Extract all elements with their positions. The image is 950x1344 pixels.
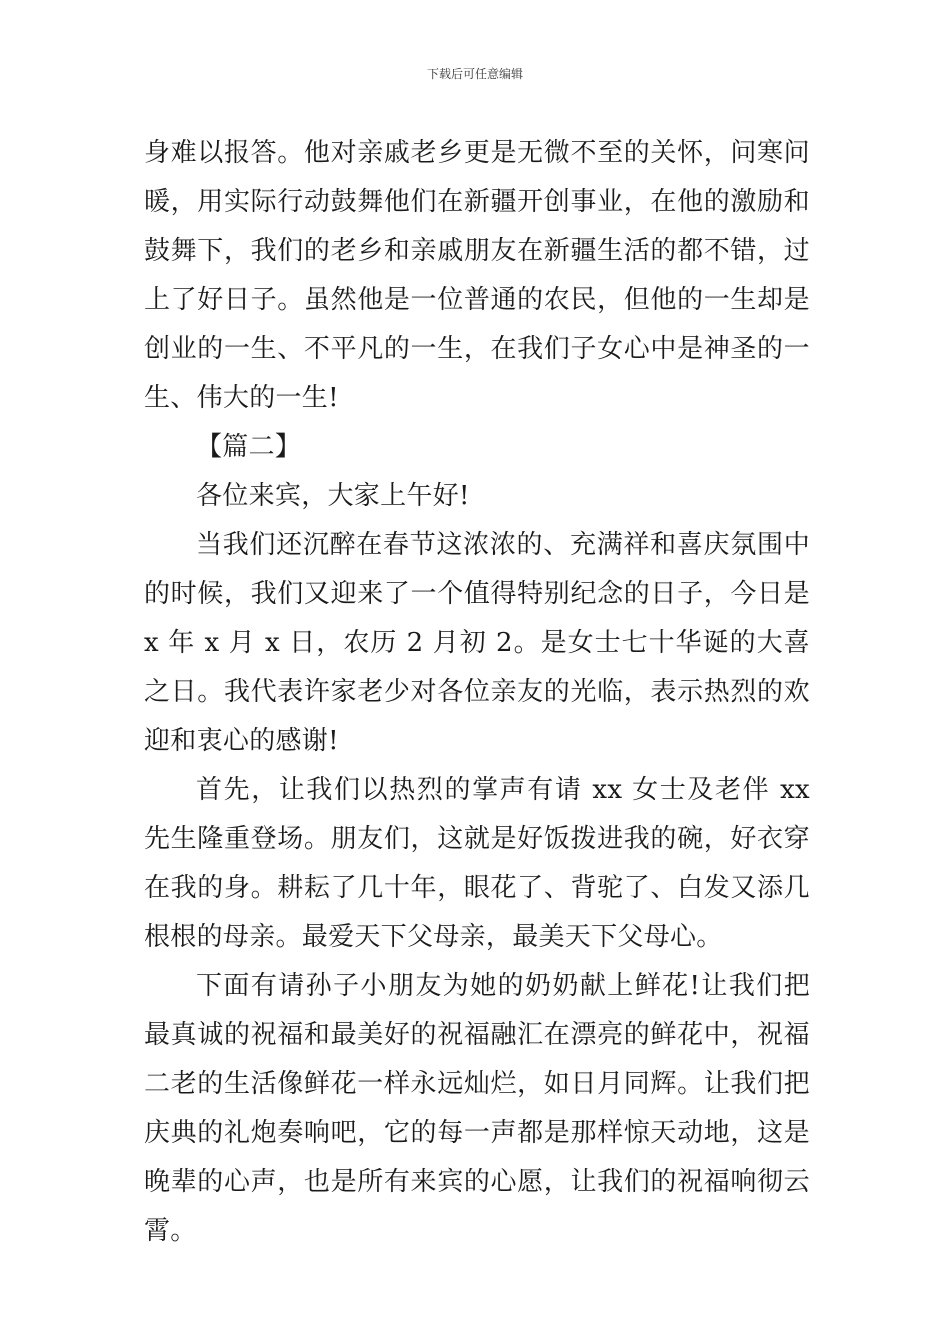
section-heading: 【篇二】 <box>196 432 302 462</box>
paragraph-3: 当我们还沉醉在春节这浓浓的、充满祥和喜庆氛围中的时候，我们又迎来了一个值得特别纪念的日子，今日是 x 年 x 月 x 日，农历 2 月初 2。是女士七十华诞的大喜之日。我代表许家老少对各位亲友的光临，表示热烈的欢迎和衷心的感谢! <box>144 530 810 756</box>
page-header: 下载后可任意编辑 <box>426 67 523 81</box>
document-body <box>144 129 810 1256</box>
paragraph-1: 身难以报答。他对亲戚老乡更是无微不至的关怀，问寒问暖，用实际行动鼓舞他们在新疆开创事业，在他的激励和鼓舞下，我们的老乡和亲戚朋友在新疆生活的都不错，过上了好日子。虽然他是一位普通的农民，但他的一生却是创业的一生、不平凡的一生，在我们子女心中是神圣的一生、伟大的一生! <box>144 138 810 413</box>
paragraph-5: 下面有请孙子小朋友为她的奶奶献上鲜花!让我们把最真诚的祝福和最美好的祝福融汇在漂亮的鲜花中，祝福二老的生活像鲜花一样永远灿烂，如日月同辉。让我们把庆典的礼炮奏响吧，它的每一声都是那样惊天动地，这是晚辈的心声，也是所有来宾的心愿，让我们的祝福响彻云霄。 <box>144 971 810 1246</box>
paragraph-4: 首先，让我们以热烈的掌声有请 xx 女士及老伴 xx 先生隆重登场。朋友们，这就是好饭拨进我的碗，好衣穿在我的身。耕耘了几十年，眼花了、背驼了、白发又添几根根的母亲。最爱天下父母亲，最美天下父母心。 <box>144 775 810 952</box>
paragraph-greeting: 各位来宾，大家上午好! <box>196 481 470 511</box>
